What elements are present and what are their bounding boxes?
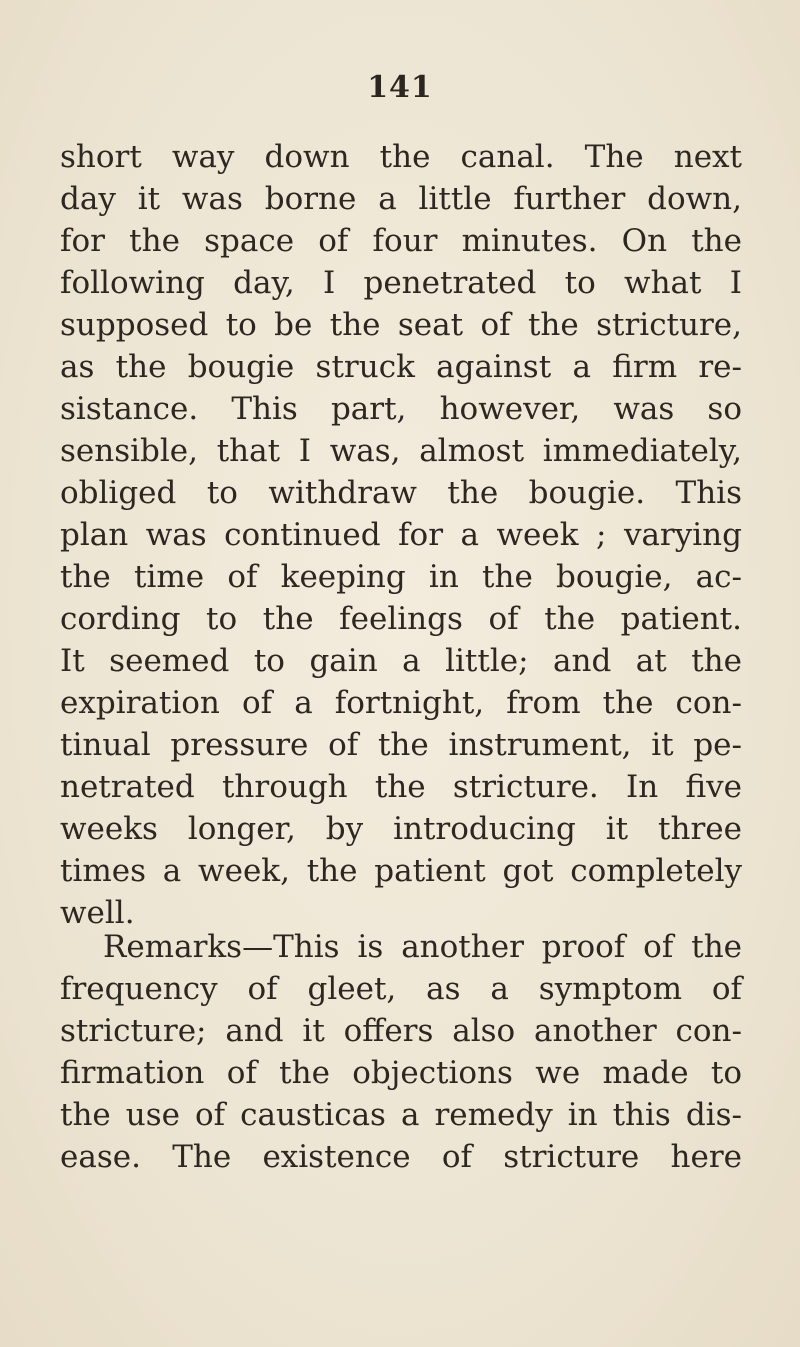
text-line: sensible, that I was, almost immediately, bbox=[60, 433, 742, 469]
text-line: times a week, the patient got completely bbox=[60, 853, 742, 889]
text-line: following day, I penetrated to what I bbox=[60, 265, 742, 301]
text-line: frequency of gleet, as a symptom of bbox=[60, 971, 742, 1007]
text-line: weeks longer, by introducing it three bbox=[60, 811, 742, 847]
text-line: well. bbox=[60, 895, 135, 931]
text-line: ease. The existence of stricture here bbox=[60, 1139, 742, 1175]
text-line: obliged to withdraw the bougie. This bbox=[60, 475, 742, 511]
text-line: supposed to be the seat of the stricture, bbox=[60, 307, 742, 343]
text-line: the time of keeping in the bougie, ac- bbox=[60, 559, 742, 595]
text-line: tinual pressure of the instrument, it pe- bbox=[60, 727, 742, 763]
text-line: the use of causticas a remedy in this dis- bbox=[60, 1097, 742, 1133]
text-line: It seemed to gain a little; and at the bbox=[60, 643, 742, 679]
text-line: as the bougie struck against a firm re- bbox=[60, 349, 742, 385]
text-line: cording to the feelings of the patient. bbox=[60, 601, 742, 637]
paragraph-remarks bbox=[60, 926, 742, 1178]
text-line: sistance. This part, however, was so bbox=[60, 391, 742, 427]
paragraph-case-narrative bbox=[60, 136, 742, 934]
text-line: day it was borne a little further down, bbox=[60, 181, 742, 217]
text-line: plan was continued for a week ; varying bbox=[60, 517, 742, 553]
text-line: expiration of a fortnight, from the con- bbox=[60, 685, 742, 721]
text-line: Remarks—This is another proof of the bbox=[103, 929, 742, 965]
page-number: 141 bbox=[367, 70, 433, 105]
text-line: netrated through the stricture. In five bbox=[60, 769, 742, 805]
text-line: short way down the canal. The next bbox=[60, 139, 742, 175]
text-line: stricture; and it offers also another con- bbox=[60, 1013, 742, 1049]
text-line: for the space of four minutes. On the bbox=[60, 223, 742, 259]
text-line: firmation of the objections we made to bbox=[60, 1055, 742, 1091]
